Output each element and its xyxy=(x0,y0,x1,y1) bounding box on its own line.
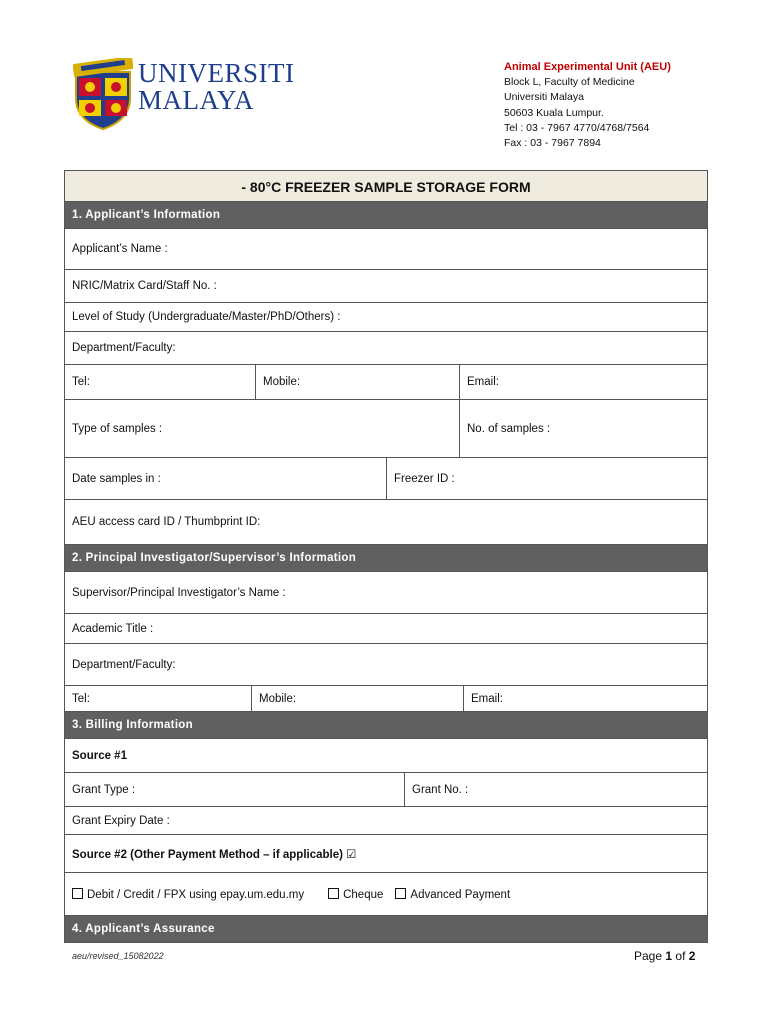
sample-type-field[interactable]: Type of samples : xyxy=(72,422,163,435)
source-2-label: Source #2 (Other Payment Method – if applicable) ☑ xyxy=(72,848,357,861)
applicant-tel-field[interactable]: Tel: xyxy=(72,376,90,388)
section-supervisor-heading: 2. Principal Investigator/Supervisor’s Information xyxy=(65,545,707,572)
grant-type-field[interactable]: Grant Type : xyxy=(72,783,136,796)
supervisor-tel-field[interactable]: Tel: xyxy=(72,692,90,705)
university-name-line1: UNIVERSITI xyxy=(138,58,295,88)
advanced-payment-label: Advanced Payment xyxy=(410,888,511,901)
address-line: Fax : 03 - 7967 7894 xyxy=(504,137,601,150)
grant-expiry-field[interactable]: Grant Expiry Date : xyxy=(72,814,170,827)
university-crest-logo xyxy=(73,58,133,135)
revision-label: aeu/revised_15082022 xyxy=(72,951,164,961)
level-of-study-field[interactable]: Level of Study (Undergraduate/Master/PhD/Others) : xyxy=(72,311,341,323)
date-samples-in-field[interactable]: Date samples in : xyxy=(72,472,161,485)
checkbox-icon[interactable] xyxy=(328,888,339,899)
section-billing-heading: 3. Billing Information xyxy=(65,712,707,739)
page-current: 1 xyxy=(665,949,673,963)
page-word: Page xyxy=(634,949,663,963)
cheque-label: Cheque xyxy=(343,888,384,901)
nric-field[interactable]: NRIC/Matrix Card/Staff No. : xyxy=(72,280,217,292)
freezer-id-field[interactable]: Freezer ID : xyxy=(386,458,707,499)
cheque-option[interactable] xyxy=(328,888,383,901)
checkbox-icon[interactable] xyxy=(395,888,406,899)
advanced-payment-option[interactable] xyxy=(395,888,510,901)
access-card-field[interactable]: AEU access card ID / Thumbprint ID: xyxy=(72,516,261,528)
address-line: Universiti Malaya xyxy=(504,91,584,104)
university-name-line2: MALAYA xyxy=(138,85,255,115)
grant-no-field[interactable]: Grant No. : xyxy=(404,773,707,806)
sample-count-field[interactable]: No. of samples : xyxy=(459,400,707,457)
page-indicator xyxy=(634,949,695,963)
supervisor-mobile-field[interactable]: Mobile: xyxy=(251,686,463,711)
supervisor-email-field[interactable]: Email: xyxy=(463,686,707,711)
unit-name: Animal Experimental Unit (AEU) xyxy=(504,61,671,73)
academic-title-field[interactable]: Academic Title : xyxy=(72,622,154,635)
applicant-email-field[interactable]: Email: xyxy=(459,365,707,399)
applicant-name-field[interactable]: Applicant’s Name : xyxy=(72,243,168,255)
page-total: 2 xyxy=(688,949,696,963)
supervisor-department-field[interactable]: Department/Faculty: xyxy=(72,658,176,671)
applicant-mobile-field[interactable]: Mobile: xyxy=(255,365,459,399)
debit-credit-option[interactable] xyxy=(72,888,304,901)
payment-options xyxy=(65,873,707,915)
storage-form xyxy=(64,170,708,943)
unit-address-block xyxy=(504,60,671,151)
address-line: Block L, Faculty of Medicine xyxy=(504,76,635,89)
applicant-department-field[interactable]: Department/Faculty: xyxy=(72,342,176,354)
supervisor-name-field[interactable]: Supervisor/Principal Investigator’s Name : xyxy=(72,586,286,599)
section-applicant-heading: 1. Applicant’s Information xyxy=(65,202,707,229)
section-assurance-heading: 4. Applicant’s Assurance xyxy=(65,916,707,943)
page-of: of xyxy=(675,949,686,963)
address-line: Tel : 03 - 7967 4770/4768/7564 xyxy=(504,121,650,134)
checkbox-icon[interactable] xyxy=(72,888,83,899)
source-1-label: Source #1 xyxy=(72,749,127,762)
form-title: - 80°C FREEZER SAMPLE STORAGE FORM xyxy=(65,171,707,202)
address-line: 50603 Kuala Lumpur. xyxy=(504,106,604,119)
university-name xyxy=(138,60,294,114)
debit-credit-label: Debit / Credit / FPX using epay.um.edu.my xyxy=(87,888,305,901)
